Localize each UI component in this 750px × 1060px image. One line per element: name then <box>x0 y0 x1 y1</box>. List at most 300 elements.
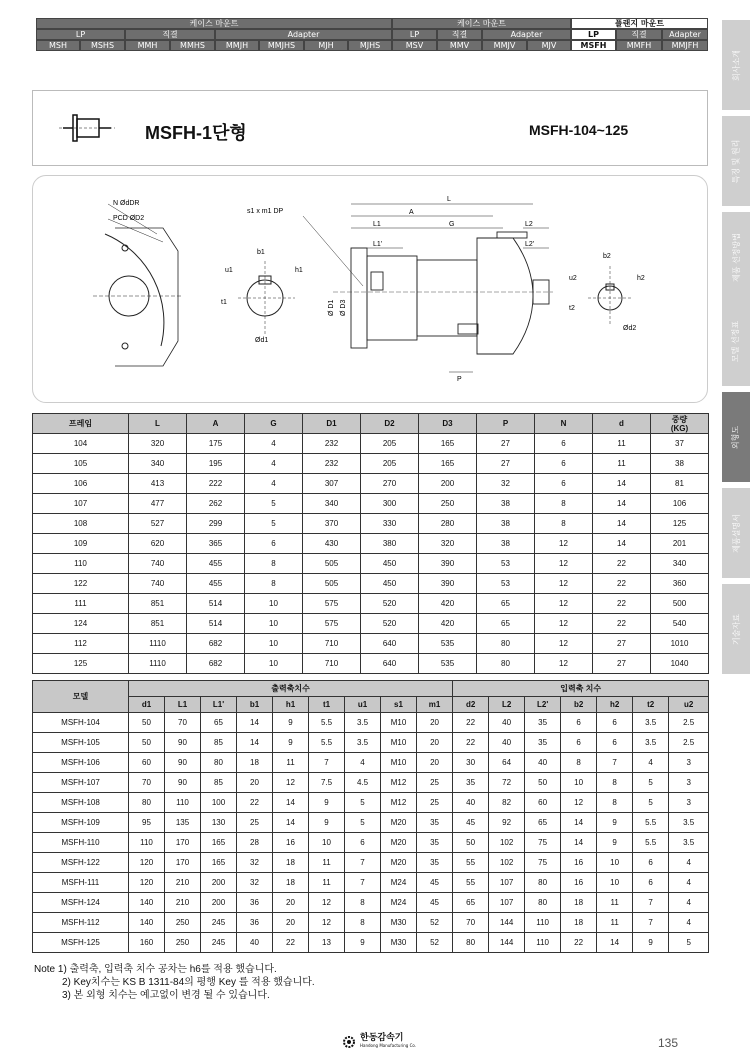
drawing-label: PCD ØD2 <box>113 215 145 222</box>
drawing-label: b1 <box>257 249 265 256</box>
drawing-label: G <box>449 221 455 228</box>
table-cell: 200 <box>419 474 477 494</box>
table-cell: M30 <box>381 933 417 953</box>
column-header: 모델 <box>33 681 129 713</box>
sidetab-features[interactable]: 특징 및 원리 <box>722 116 750 206</box>
table-cell: 18 <box>561 913 597 933</box>
company-name: 한동감속기 <box>360 1033 404 1043</box>
table-cell: 380 <box>361 534 419 554</box>
table-cell: 520 <box>361 594 419 614</box>
table-cell: 340 <box>303 494 361 514</box>
table-cell: 102 <box>489 853 525 873</box>
table-cell: 1110 <box>129 654 187 674</box>
nav-model[interactable]: MMFH <box>616 40 662 51</box>
table-cell: 110 <box>525 933 561 953</box>
table-cell: MSFH-122 <box>33 853 129 873</box>
table-cell: MSFH-125 <box>33 933 129 953</box>
table-cell: 50 <box>129 713 165 733</box>
table-cell: 6 <box>535 474 593 494</box>
table-cell: 107 <box>33 494 129 514</box>
drawing-label: L1' <box>373 241 383 248</box>
table-cell: 20 <box>237 773 273 793</box>
table-cell: 22 <box>593 554 651 574</box>
table-cell: 4 <box>669 913 709 933</box>
table-cell: 20 <box>417 733 453 753</box>
table-cell: 55 <box>453 873 489 893</box>
table-cell: 64 <box>489 753 525 773</box>
table-cell: 12 <box>535 574 593 594</box>
table-cell: 4 <box>345 753 381 773</box>
table-row <box>33 833 709 853</box>
table-cell: 200 <box>201 873 237 893</box>
sidetab-selection[interactable]: 제품 선정방법 <box>722 212 750 302</box>
table-cell: 270 <box>361 474 419 494</box>
table-cell: 205 <box>361 454 419 474</box>
table-cell: MSFH-112 <box>33 913 129 933</box>
table-cell: 14 <box>561 833 597 853</box>
nav-group-case-mount-1[interactable]: 케이스 마운트 <box>36 18 392 29</box>
nav-model[interactable]: MJV <box>527 40 571 51</box>
nav-group-flange-mount[interactable]: 플랜지 마운트 <box>571 18 708 29</box>
table-cell: 80 <box>477 634 535 654</box>
table-cell: 300 <box>361 494 419 514</box>
table-cell: 144 <box>489 913 525 933</box>
table-cell: 6 <box>597 733 633 753</box>
table-cell: M10 <box>381 733 417 753</box>
table-cell: 20 <box>273 913 309 933</box>
table-cell: 9 <box>309 813 345 833</box>
table-cell: 9 <box>597 813 633 833</box>
table-cell: 165 <box>201 833 237 853</box>
nav-adapter-2[interactable]: Adapter <box>482 29 571 40</box>
nav-model[interactable]: MJHS <box>348 40 392 51</box>
column-header: P <box>477 414 535 434</box>
table-cell: 80 <box>525 873 561 893</box>
table-cell: 2.5 <box>669 713 709 733</box>
table-cell: 40 <box>489 713 525 733</box>
table-cell: 360 <box>651 574 709 594</box>
nav-model[interactable]: MMHS <box>170 40 215 51</box>
table-cell: 175 <box>187 434 245 454</box>
drawing-label: Ø D1 <box>328 299 335 316</box>
column-header: s1 <box>381 697 417 713</box>
table-cell: 90 <box>165 733 201 753</box>
table-cell: 14 <box>273 793 309 813</box>
table-cell: 5.5 <box>309 713 345 733</box>
table-cell: 108 <box>33 514 129 534</box>
table-cell: 25 <box>237 813 273 833</box>
table-cell: 390 <box>419 574 477 594</box>
table-cell: 3 <box>669 793 709 813</box>
drawing-label: A <box>409 209 414 216</box>
table-cell: 40 <box>489 733 525 753</box>
company-name-en: Handong Manufacturing Co. <box>360 1043 417 1048</box>
table-cell: 1040 <box>651 654 709 674</box>
table-cell: MSFH-106 <box>33 753 129 773</box>
nav-model[interactable]: MSH <box>36 40 80 51</box>
column-header: u1 <box>345 697 381 713</box>
table-row <box>33 873 709 893</box>
table-cell: 4 <box>669 893 709 913</box>
table-cell: 12 <box>309 893 345 913</box>
table-cell: 109 <box>33 534 129 554</box>
table-cell: 307 <box>303 474 361 494</box>
table-cell: 7 <box>345 873 381 893</box>
table-cell: 540 <box>651 614 709 634</box>
table-row <box>33 813 709 833</box>
table-cell: 245 <box>201 913 237 933</box>
table-cell: 45 <box>453 813 489 833</box>
nav-model[interactable]: MJH <box>304 40 348 51</box>
column-header: L <box>129 414 187 434</box>
table-cell: 20 <box>417 753 453 773</box>
table-header-row <box>33 681 709 697</box>
table-cell: 262 <box>187 494 245 514</box>
table-cell: 32 <box>237 853 273 873</box>
nav-adapter-3[interactable]: Adapter <box>662 29 708 40</box>
table-cell: 53 <box>477 574 535 594</box>
column-header: 출력축치수 <box>129 681 453 697</box>
table-cell: 9 <box>633 933 669 953</box>
table-cell: MSFH-111 <box>33 873 129 893</box>
column-header: N <box>535 414 593 434</box>
table-cell: 92 <box>489 813 525 833</box>
table-cell: 205 <box>361 434 419 454</box>
table-cell: 12 <box>273 773 309 793</box>
table-cell: 22 <box>273 933 309 953</box>
table-cell: 14 <box>593 494 651 514</box>
table-cell: 22 <box>453 713 489 733</box>
table-cell: 2.5 <box>669 733 709 753</box>
table-cell: 195 <box>187 454 245 474</box>
table-row <box>33 534 709 554</box>
table-cell: MSFH-124 <box>33 893 129 913</box>
nav-lp-2[interactable]: LP <box>392 29 437 40</box>
table-cell: 14 <box>593 474 651 494</box>
column-header: L2 <box>489 697 525 713</box>
table-cell: 14 <box>597 933 633 953</box>
table-cell: 107 <box>489 873 525 893</box>
table-cell: 535 <box>419 654 477 674</box>
table-cell: 222 <box>187 474 245 494</box>
table-cell: 245 <box>201 933 237 953</box>
table-cell: 125 <box>33 654 129 674</box>
table-cell: 85 <box>201 773 237 793</box>
table-cell: 7 <box>309 753 345 773</box>
table-cell: 5.5 <box>633 813 669 833</box>
drawing-label: L <box>447 196 451 203</box>
drawing-label: b2 <box>603 253 611 260</box>
table-cell: 35 <box>453 773 489 793</box>
table-cell: 45 <box>417 893 453 913</box>
table-row <box>33 574 709 594</box>
table-cell: 575 <box>303 614 361 634</box>
table-cell: 165 <box>419 434 477 454</box>
table-cell: 12 <box>535 594 593 614</box>
table-cell: 450 <box>361 574 419 594</box>
table-cell: 6 <box>597 713 633 733</box>
sidetab-tech[interactable]: 기술자료 <box>722 584 750 674</box>
table-cell: 390 <box>419 554 477 574</box>
table-cell: M12 <box>381 773 417 793</box>
table-cell: 8 <box>245 554 303 574</box>
page-title: MSFH-1단형 <box>145 123 247 143</box>
table-cell: 70 <box>453 913 489 933</box>
table-cell: 575 <box>303 594 361 614</box>
table-cell: 18 <box>237 753 273 773</box>
table-cell: 9 <box>345 933 381 953</box>
table-cell: 50 <box>525 773 561 793</box>
table-cell: M30 <box>381 913 417 933</box>
drawing-label: Ø D3 <box>340 299 347 316</box>
table-row <box>33 594 709 614</box>
column-header: D1 <box>303 414 361 434</box>
drawing-label: P <box>457 376 462 383</box>
table-cell: 14 <box>561 813 597 833</box>
nav-model[interactable]: MMJH <box>215 40 259 51</box>
column-header: d <box>593 414 651 434</box>
table-cell: 7 <box>633 913 669 933</box>
table-cell: 22 <box>593 594 651 614</box>
drawing-label: Ød1 <box>255 337 269 344</box>
table-cell: 14 <box>237 733 273 753</box>
nav-model[interactable]: MSV <box>392 40 437 51</box>
table-cell: 5.5 <box>309 733 345 753</box>
table-cell: 682 <box>187 654 245 674</box>
table-cell: 105 <box>33 454 129 474</box>
product-nav <box>36 18 708 62</box>
table-cell: 9 <box>597 833 633 853</box>
table-cell: 6 <box>633 853 669 873</box>
table-cell: 35 <box>417 853 453 873</box>
table-cell: 320 <box>129 434 187 454</box>
table-cell: 455 <box>187 574 245 594</box>
table-cell: 27 <box>477 434 535 454</box>
table-cell: 514 <box>187 614 245 634</box>
table-cell: 527 <box>129 514 187 534</box>
table-cell: 340 <box>651 554 709 574</box>
table-cell: 5.5 <box>633 833 669 853</box>
table-cell: 232 <box>303 434 361 454</box>
table-cell: 5 <box>633 793 669 813</box>
table-cell: 90 <box>165 753 201 773</box>
table-cell: 3 <box>669 753 709 773</box>
column-header: G <box>245 414 303 434</box>
table-cell: 10 <box>245 614 303 634</box>
sidetab-outline[interactable]: 외형도 <box>722 392 750 482</box>
table-cell: 38 <box>477 494 535 514</box>
model-range: MSFH-104~125 <box>529 122 629 138</box>
table-cell: 22 <box>561 933 597 953</box>
table-row <box>33 793 709 813</box>
table-row <box>33 474 709 494</box>
table-cell: 14 <box>593 534 651 554</box>
table-cell: 280 <box>419 514 477 534</box>
table-cell: 12 <box>535 554 593 574</box>
table-cell: 8 <box>245 574 303 594</box>
sidetab-company[interactable]: 회사소개 <box>722 20 750 110</box>
nav-model[interactable]: MMJV <box>482 40 527 51</box>
table-cell: 22 <box>593 614 651 634</box>
table-cell: 7 <box>597 753 633 773</box>
table-cell: 10 <box>561 773 597 793</box>
company-logo <box>342 1034 416 1050</box>
note-3: 3) 본 외형 치수는 예고없이 변경 될 수 있습니다. <box>62 990 270 1001</box>
table-cell: M20 <box>381 813 417 833</box>
column-header: t1 <box>309 697 345 713</box>
note-2: 2) Key치수는 KS B 1311-84의 평행 Key 를 적용 했습니다. <box>62 977 315 988</box>
drawing-label: u1 <box>225 267 233 274</box>
table-cell: 122 <box>33 574 129 594</box>
table-cell: M24 <box>381 893 417 913</box>
nav-direct-1[interactable]: 직결 <box>125 29 215 40</box>
nav-model[interactable]: MMJHS <box>259 40 304 51</box>
table-cell: 65 <box>477 594 535 614</box>
table-cell: 1110 <box>129 634 187 654</box>
nav-model[interactable]: MMJFH <box>662 40 708 51</box>
column-header: b2 <box>561 697 597 713</box>
table-cell: 40 <box>237 933 273 953</box>
table-subheader-row <box>33 697 709 713</box>
table-cell: MSFH-105 <box>33 733 129 753</box>
table-cell: 55 <box>453 853 489 873</box>
table-cell: 640 <box>361 654 419 674</box>
table-cell: 30 <box>453 753 489 773</box>
table-cell: 6 <box>633 873 669 893</box>
table-cell: 110 <box>525 913 561 933</box>
table-cell: 3.5 <box>345 713 381 733</box>
table-cell: 124 <box>33 614 129 634</box>
notes <box>34 963 315 1002</box>
table-cell: 104 <box>33 434 129 454</box>
table-cell: 14 <box>593 514 651 534</box>
table-cell: 5 <box>245 514 303 534</box>
table-cell: 740 <box>129 574 187 594</box>
table-cell: 420 <box>419 614 477 634</box>
table-cell: 3.5 <box>345 733 381 753</box>
column-header: d1 <box>129 697 165 713</box>
table-cell: 12 <box>561 793 597 813</box>
table-cell: 740 <box>129 554 187 574</box>
table-cell: 80 <box>477 654 535 674</box>
table-cell: 9 <box>273 733 309 753</box>
table-header-row <box>33 414 709 434</box>
table-cell: 851 <box>129 614 187 634</box>
table-cell: 210 <box>165 873 201 893</box>
table-cell: 80 <box>453 933 489 953</box>
table-cell: 72 <box>489 773 525 793</box>
table-cell: 22 <box>237 793 273 813</box>
table-cell: 22 <box>453 733 489 753</box>
table-cell: M24 <box>381 873 417 893</box>
table-cell: 40 <box>525 753 561 773</box>
nav-direct-3[interactable]: 직결 <box>616 29 662 40</box>
table-cell: 65 <box>525 813 561 833</box>
table-cell: 107 <box>489 893 525 913</box>
table-cell: 4 <box>245 474 303 494</box>
table-cell: 60 <box>525 793 561 813</box>
table-cell: 8 <box>345 913 381 933</box>
table-cell: 160 <box>129 933 165 953</box>
table-cell: 35 <box>525 733 561 753</box>
drawing-label: L2 <box>525 221 533 228</box>
column-header: A <box>187 414 245 434</box>
table-cell: 120 <box>129 853 165 873</box>
table-cell: 7.5 <box>309 773 345 793</box>
table-cell: 851 <box>129 594 187 614</box>
nav-model[interactable]: MMH <box>125 40 170 51</box>
table-cell: MSFH-108 <box>33 793 129 813</box>
sidetab-manual[interactable]: 제품설명서 <box>722 488 750 578</box>
table-cell: M12 <box>381 793 417 813</box>
nav-lp-1[interactable]: LP <box>36 29 125 40</box>
table-cell: 135 <box>165 813 201 833</box>
drawing-label: h2 <box>637 275 645 282</box>
table-cell: 120 <box>129 873 165 893</box>
nav-group-case-mount-2[interactable]: 케이스 마운트 <box>392 18 571 29</box>
table-cell: 11 <box>309 853 345 873</box>
column-header: d2 <box>453 697 489 713</box>
sidetab-model-table[interactable]: 모델 선정표 <box>722 296 750 386</box>
table-cell: 90 <box>165 773 201 793</box>
table-row <box>33 434 709 454</box>
table-cell: 36 <box>237 893 273 913</box>
table-cell: 250 <box>165 933 201 953</box>
drawing-label: L2' <box>525 241 535 248</box>
column-header: 중량 (KG) <box>651 414 709 434</box>
table-cell: 3 <box>669 773 709 793</box>
nav-model[interactable]: MMV <box>437 40 482 51</box>
title-box <box>32 90 708 166</box>
table-cell: 9 <box>309 793 345 813</box>
table-cell: 8 <box>535 494 593 514</box>
table-cell: MSFH-107 <box>33 773 129 793</box>
table-cell: 95 <box>129 813 165 833</box>
table-cell: 9 <box>273 713 309 733</box>
table-cell: 70 <box>129 773 165 793</box>
table-cell: 20 <box>417 713 453 733</box>
table-cell: 82 <box>489 793 525 813</box>
table-cell: 12 <box>309 913 345 933</box>
nav-direct-2[interactable]: 직결 <box>437 29 482 40</box>
table-cell: M20 <box>381 853 417 873</box>
drawing-label: t1 <box>221 299 227 306</box>
table-cell: 5 <box>669 933 709 953</box>
table-row <box>33 753 709 773</box>
table-cell: 250 <box>419 494 477 514</box>
table-cell: 40 <box>453 793 489 813</box>
table-cell: 514 <box>187 594 245 614</box>
table-row <box>33 634 709 654</box>
table-cell: 200 <box>201 893 237 913</box>
table-cell: 3.5 <box>669 833 709 853</box>
table-row <box>33 614 709 634</box>
table-cell: 70 <box>165 713 201 733</box>
drawing-label: Ød2 <box>623 325 637 332</box>
nav-adapter-1[interactable]: Adapter <box>215 29 392 40</box>
table-cell: 14 <box>237 713 273 733</box>
table-cell: 330 <box>361 514 419 534</box>
dimension-table-shaft <box>32 680 709 953</box>
drawing-label: s1 x m1 DP <box>247 208 284 215</box>
gear-icon <box>342 1035 356 1049</box>
nav-model[interactable]: MSHS <box>80 40 125 51</box>
nav-lp-3[interactable]: LP <box>571 29 616 40</box>
table-cell: 112 <box>33 634 129 654</box>
table-row <box>33 654 709 674</box>
nav-model-active[interactable]: MSFH <box>571 40 616 51</box>
table-cell: 535 <box>419 634 477 654</box>
